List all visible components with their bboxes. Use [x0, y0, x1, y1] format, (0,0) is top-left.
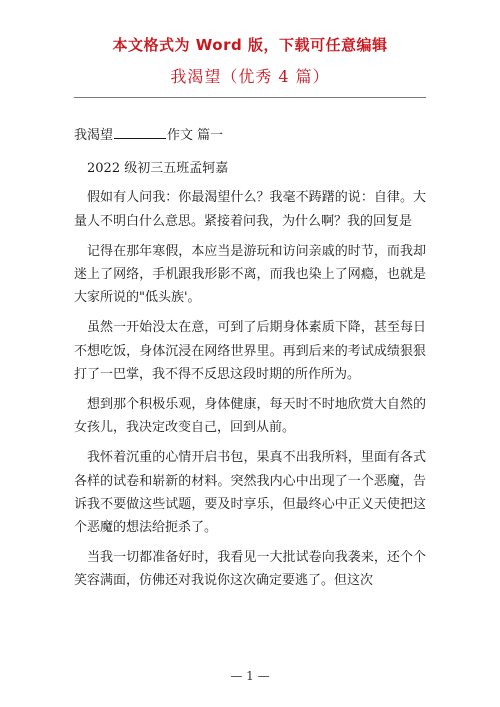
paragraph: 记得在那年寒假，本应当是游玩和访问亲戚的时节，而我却迷上了网络，手机跟我形影不离，而我也染上了网瘾，也就是大家所说的"低头族'。 [74, 243, 426, 306]
essay-heading-suffix: 作文 篇一 [167, 128, 224, 143]
essay-heading [74, 124, 426, 147]
paragraph: 当我一切都准备好时，我看见一大批试卷向我袭来，还个个笑容满面，仿佛还对我说你这次确定要逃了。但这次 [74, 550, 426, 589]
word-format-banner: 本文格式为 Word 版，下载可任意编辑 [112, 36, 388, 54]
paragraph: 假如有人问我：你最渴望什么？我毫不踌躇的说：自律。大量人不明白什么意思。紧接着问我，为什么啊？我的回复是 [74, 190, 426, 229]
paragraph: 虽然一开始没太在意，可到了后期身体素质下降，甚至每日不想吃饭，身体沉浸在网络世界里。再到后来的考试成绩狠狠打了一巴掌，我不得不反思这段时期的所作所为。 [74, 320, 426, 382]
document-body [74, 124, 426, 600]
paragraph: 想到那个积极乐观，身体健康，每天时不时地欣赏大自然的女孩儿，我决定改变自己，回到从前。 [74, 397, 426, 436]
document-title: 我渴望（优秀 4 篇） [170, 67, 330, 86]
fill-in-blank [114, 126, 166, 139]
essay-heading-prefix: 我渴望 [74, 128, 114, 143]
paragraph: 我怀着沉重的心情开启书包，果真不出我所料，里面有各式各样的试卷和崭新的材料。突然我内心中出现了一个恶魔，告诉我不要做这些试题，要及时享乐，但最终心中正义天使把这个恶魔的想法给扼杀了。 [74, 450, 426, 536]
author-byline: 2022 级初三五班孟轲嘉 [87, 161, 229, 177]
page-number: — 1 — [230, 669, 270, 683]
header-divider [74, 97, 426, 98]
